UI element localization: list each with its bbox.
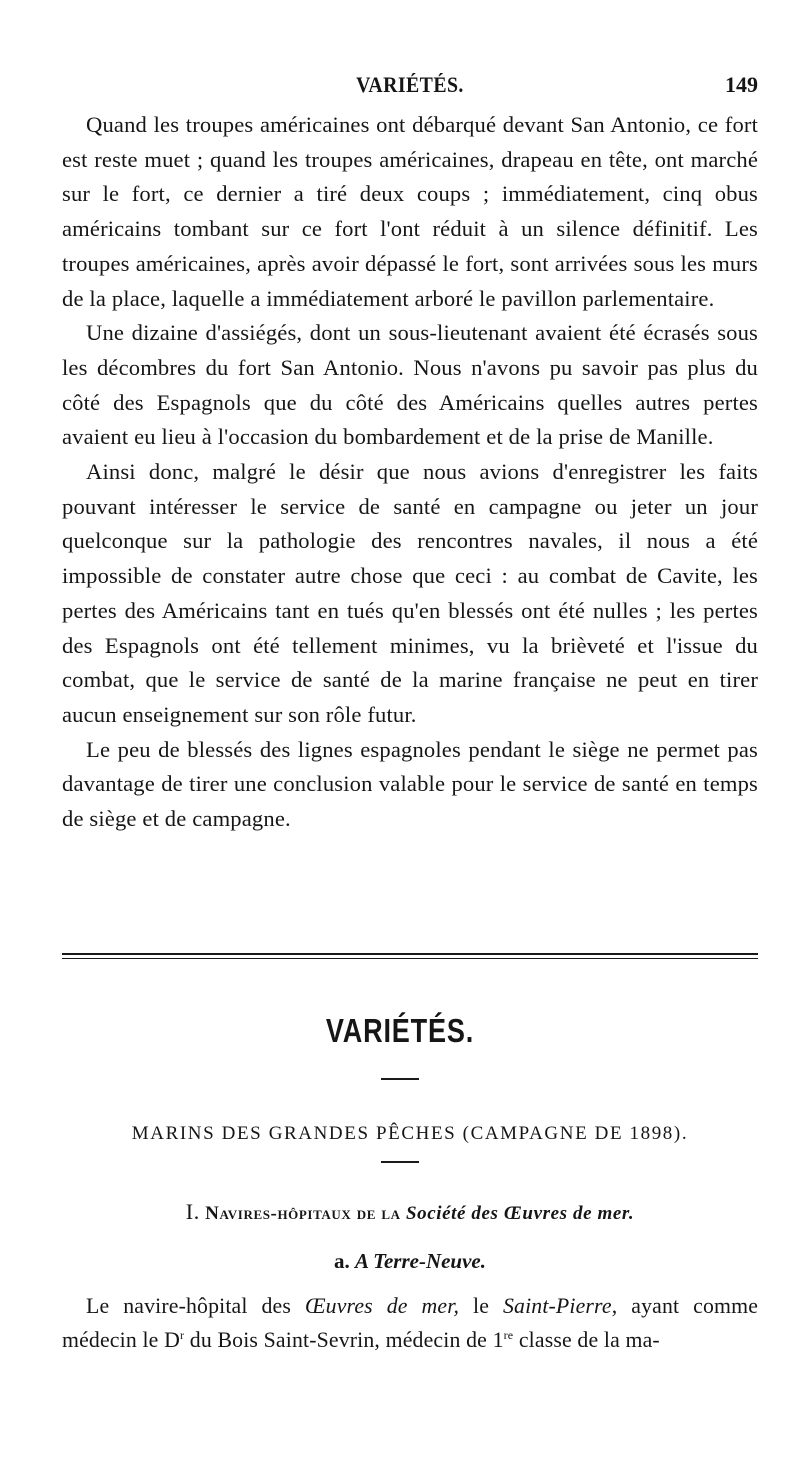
section-title: VARIÉTÉS. <box>325 1012 475 1049</box>
final-italic-2: Saint-Pierre <box>502 1294 612 1318</box>
final-part-2: le <box>459 1294 503 1318</box>
final-part-3: , ayant comme médecin le D <box>62 1294 759 1352</box>
heading-one <box>62 1199 758 1225</box>
article-subtitle: MARINS DES GRANDES PÊCHES (CAMPAGNE DE 1898). <box>131 1123 689 1144</box>
heading-a-italic: A Terre-Neuve. <box>354 1249 487 1273</box>
final-sup-1: r <box>180 1328 185 1342</box>
final-part-4: du Bois Saint-Sevrin, médecin de 1 <box>184 1328 504 1352</box>
final-paragraph <box>62 1289 758 1357</box>
paragraph-2: Une dizaine d'assiégés, dont un sous-lieutenant avaient été écrasés sous les décombres du fort San Antonio. Nous n'avons pu savoir pas plus du côté des Espagnols que du côté des Américains quelles autres pertes avaient eu lieu à l'occasion du bombardement et de la prise de Manille. <box>62 320 758 450</box>
paragraph-3: Ainsi donc, malgré le désir que nous avions d'enregistrer les faits pouvant intéresser le service de santé en campagne ou jeter un jour quelconque sur la pathologie des rencontres navales, il nous a été impossible de constater autre chose que ceci : au combat de Cavite, les pertes des Américains tant en tués qu'en blessés ont été nulles ; les pertes des Espagnols ont été tellement minimes, vu la brièveté et l'issue du combat, que le service de santé de la marine française ne peut en tirer aucun enseignement sur son rôle futur. <box>62 459 758 727</box>
final-part-5: classe de la ma- <box>513 1328 660 1352</box>
short-rule-top <box>381 1078 419 1080</box>
final-part-1: Le navire-hôpital des <box>86 1294 305 1318</box>
short-rule-bottom <box>381 1161 419 1163</box>
final-sup-2: re <box>503 1328 514 1342</box>
page-number: 149 <box>725 72 758 97</box>
body-text <box>62 108 758 837</box>
heading-one-italic: Société des Œuvres de mer. <box>405 1203 635 1224</box>
paragraph-1: Quand les troupes américaines ont débarqué devant San Antonio, ce fort est reste muet ; quand les troupes américaines, drapeau en tête, ont marché sur le fort, ce dernier a tiré deux coups ; immédiatement, cinq obus américains tombant sur ce fort l'ont réduit à un silence définitif. Les troupes américaines, après avoir dépassé le fort, sont arrivées sous les murs de la place, laquelle a immédiatement arboré le pavillon parlementaire. <box>62 112 758 311</box>
final-italic-1: Œuvres de mer, <box>304 1294 460 1318</box>
running-title: VARIÉTÉS. <box>356 72 464 97</box>
section-divider <box>62 953 758 959</box>
final-text <box>62 1289 758 1357</box>
heading-one-number: I. <box>185 1199 200 1224</box>
page-header <box>62 72 758 102</box>
paragraph-4: Le peu de blessés des lignes espagnoles pendant le siège ne permet pas davantage de tirer une conclusion valable pour le service de santé en temps de siège et de campagne. <box>62 736 758 832</box>
heading-a-letter: a. <box>333 1249 350 1273</box>
heading-a <box>62 1249 758 1274</box>
heading-one-text: Navires-hôpitaux de la <box>205 1203 401 1224</box>
